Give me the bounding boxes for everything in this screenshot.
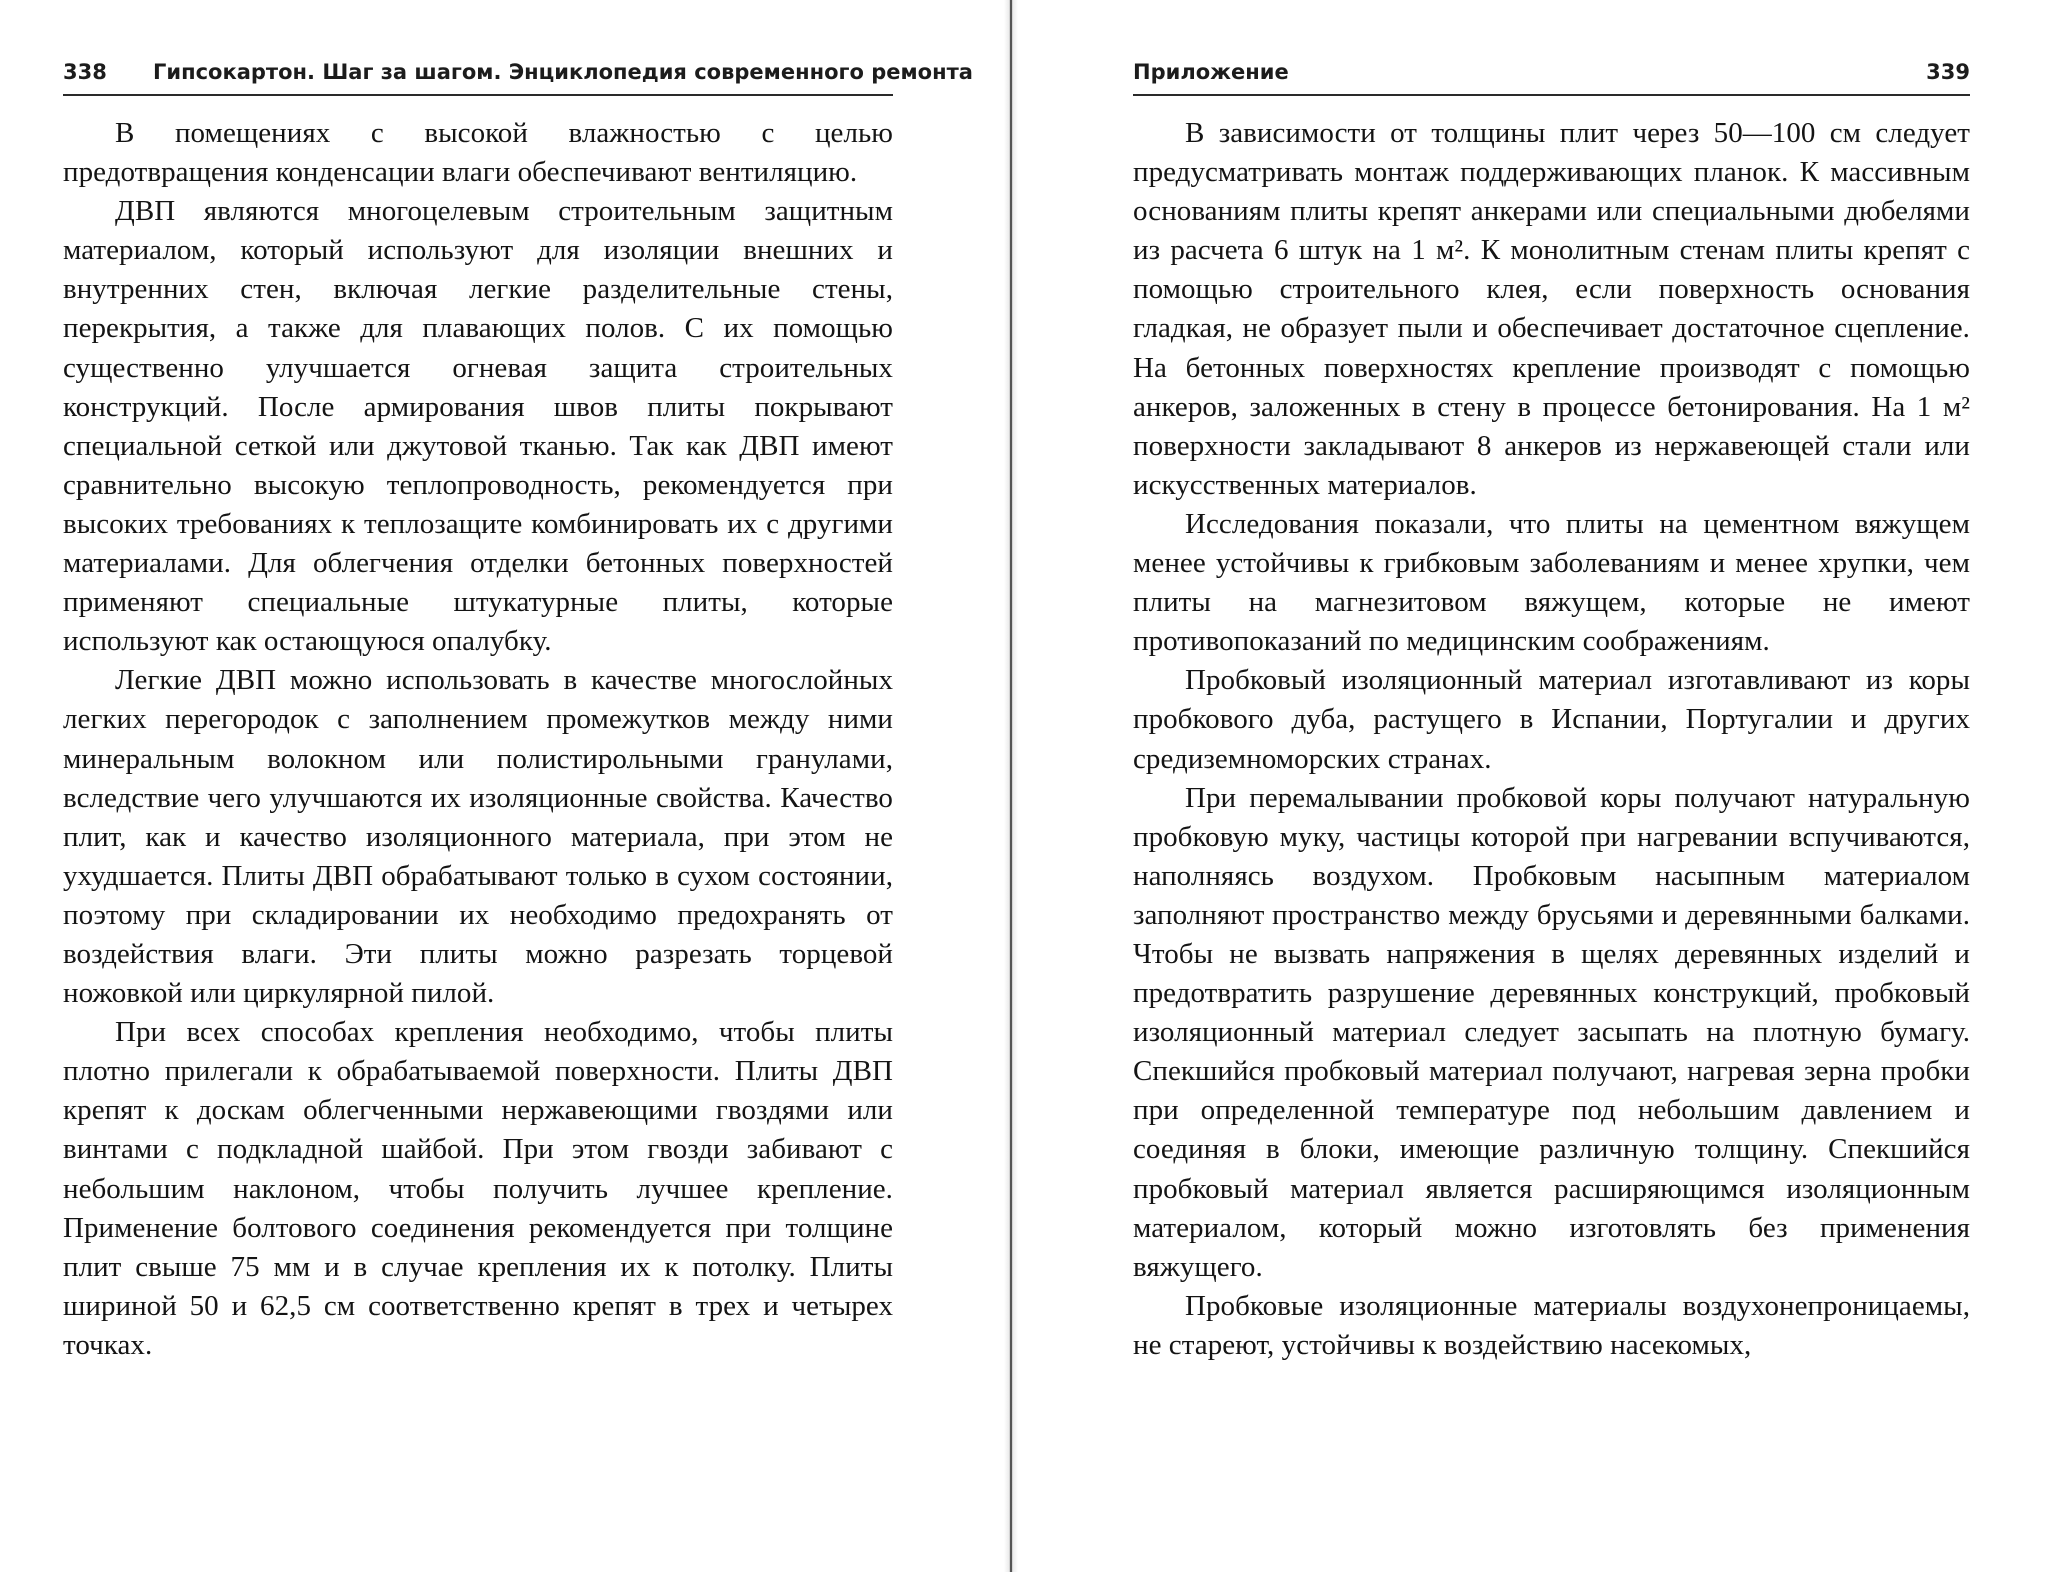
left-running-title: Гипсокартон. Шаг за шагом. Энциклопедия современного ремонта — [153, 60, 973, 84]
paragraph: При всех способах крепления необходимо, чтобы плиты плотно прилегали к обрабатываемой поверхности. Плиты ДВП крепят к доскам облегченными нержавеющими гвоздями или винтами с подкладной шайбой. При этом гвозди забивают с небольшим наклоном, чтобы получить лучшее крепление. Применение болтового соединения рекомендуется при толщине плит свыше 75 мм и в случае крепления их к потолку. Плиты шириной 50 и 62,5 см соответственно крепят в трех и четырех точках. — [63, 1016, 893, 1361]
paragraph: ДВП являются многоцелевым строительным защитным материалом, который используют для изоляции внешних и внутренних стен, включая легкие разделительные стены, перекрытия, а также для плавающих полов. С их помощью существенно улучшается огневая защита строительных конструкций. После армирования швов плиты покрывают специальной сеткой или джутовой тканью. Так как ДВП имеют сравнительно высокую теплопроводность, рекомендуется при высоких требованиях к теплозащите комбинировать их с другими материалами. Для облегчения отделки бетонных поверхностей применяют специальные штукатурные плиты, которые используют как остающуюся опалубку. — [63, 195, 893, 658]
paragraph: Пробковый изоляционный материал изготавливают из коры пробкового дуба, растущего в Испании, Португалии и других средиземноморских странах. — [1133, 664, 1970, 775]
paragraph: В зависимости от толщины плит через 50—100 см следует предусматривать монтаж поддерживающих планок. К массивным основаниям плиты крепят анкерами или специальными дюбелями из расчета 6 штук на 1 м². К монолитным стенам плиты крепят с помощью строительного клея, если поверхность основания гладкая, не образует пыли и обеспечивает достаточное сцепление. На бетонных поверхностях крепление производят с помощью анкеров, заложенных в стену в процессе бетонирования. На 1 м² поверхности закладывают 8 анкеров из нержавеющей стали или искусственных материалов. — [1133, 117, 1970, 501]
right-page-number: 339 — [1926, 60, 1970, 84]
right-page-header — [1133, 58, 1970, 96]
paragraph: Исследования показали, что плиты на цементном вяжущем менее устойчивы к грибковым заболеваниям и менее хрупки, чем плиты на магнезитовом вяжущем, которые не имеют противопоказаний по медицинским соображениям. — [1133, 507, 1970, 658]
left-page-header — [63, 58, 973, 96]
right-page-body — [1133, 114, 1970, 1365]
left-page-body — [63, 114, 893, 1365]
right-running-title: Приложение — [1133, 60, 1289, 84]
left-page-number: 338 — [63, 60, 107, 84]
paragraph: Легкие ДВП можно использовать в качестве многослойных легких перегородок с заполнением промежутков между ними минеральным волокном или полистирольными гранулами, вследствие чего улучшаются их изоляционные свойства. Качество плит, как и качество изоляционного материала, при этом не ухудшается. Плиты ДВП обрабатывают только в сухом состоянии, поэтому при складировании их необходимо предохранять от воздействия влаги. Эти плиты можно разрезать торцевой ножовкой или циркулярной пилой. — [63, 664, 893, 1010]
paragraph: Пробковые изоляционные материалы воздухонепроницаемы, не стареют, устойчивы к воздействию насекомых, — [1133, 1289, 1970, 1361]
left-page — [0, 0, 1010, 1572]
right-page — [1010, 0, 2048, 1572]
paragraph: В помещениях с высокой влажностью с целью предотвращения конденсации влаги обеспечивают вентиляцию. — [63, 117, 893, 189]
paragraph: При перемалывании пробковой коры получают натуральную пробковую муку, частицы которой при нагревании вспучиваются, наполняясь воздухом. Пробковым насыпным материалом заполняют пространство между брусьями и деревянными балками. Чтобы не вызвать напряжения в щелях деревянных изделий и предотвратить разрушение деревянных конструкций, пробковый изоляционный материал следует засыпать на плотную бумагу. Спекшийся пробковый материал получают, нагревая зерна пробки при определенной температуре под небольшим давлением и соединяя в блоки, имеющие различную толщину. Спекшийся пробковый материал является расширяющимся изоляционным материалом, который можно изготовлять без применения вяжущего. — [1133, 781, 1970, 1283]
